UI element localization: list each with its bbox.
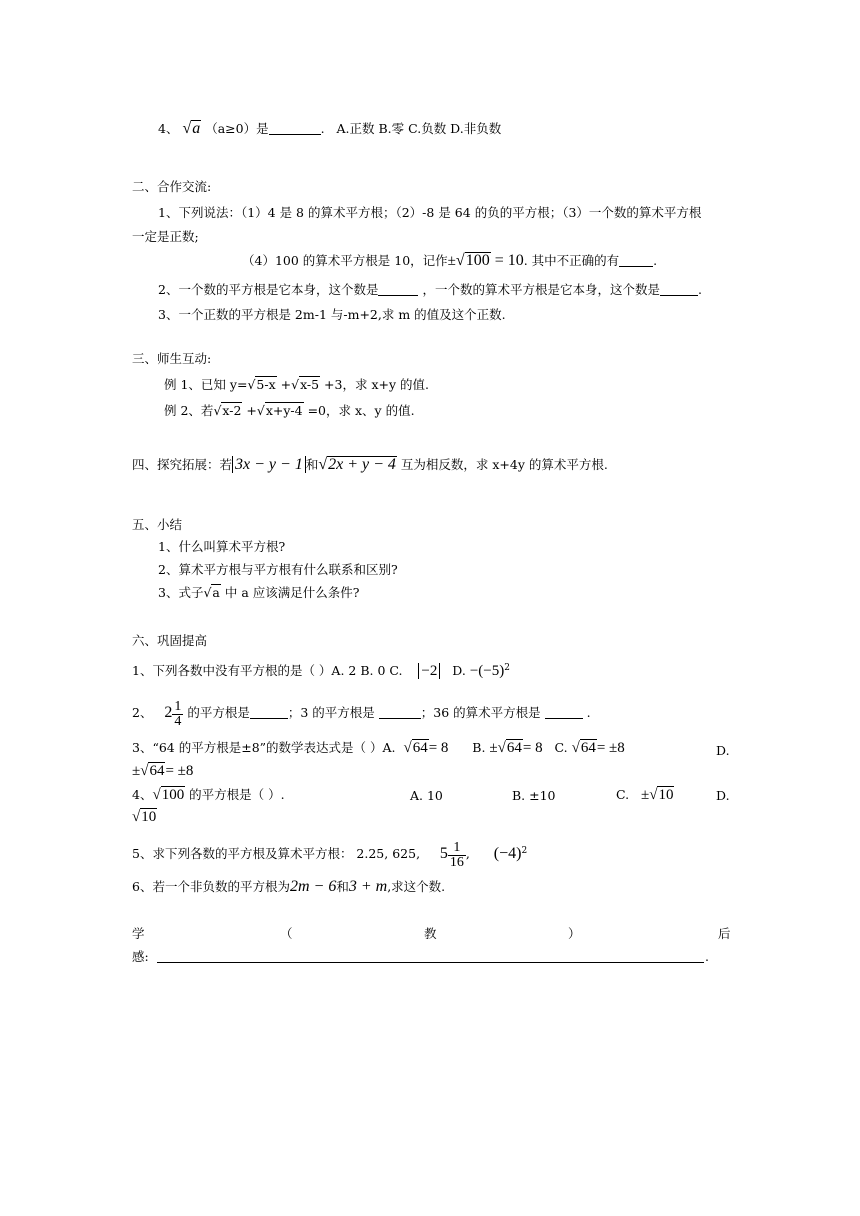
exercise-4-option-b: B. ±10 bbox=[512, 788, 556, 803]
sec2-p2: 2、一个数的平方根是它本身，这个数是 ，一个数的算术平方根是它本身，这个数是 . bbox=[158, 282, 702, 297]
after-end: . bbox=[705, 949, 709, 964]
exercise-4-option-c: C. ±√10 bbox=[616, 787, 674, 803]
answer-blank bbox=[619, 253, 653, 267]
answer-blank bbox=[378, 282, 418, 296]
question-4: 4、 √a （a≥0）是 . A.正数 B.零 C.负数 D.非负数 bbox=[158, 120, 502, 137]
after-char-4: ） bbox=[568, 926, 581, 941]
after-char-1: 学 bbox=[132, 926, 145, 941]
sqrt-a: √a bbox=[182, 120, 201, 137]
summary-q2: 2、算术平方根与平方根有什么联系和区别? bbox=[158, 562, 398, 577]
sqrt-100: √100 bbox=[455, 252, 490, 269]
abs-minus-2: −2 bbox=[418, 663, 440, 679]
sqrt-x-y-4: √x+y-4 bbox=[256, 403, 303, 418]
exercise-4-option-d-label: D. bbox=[716, 788, 730, 803]
exercise-3-option-d-label: D. bbox=[716, 743, 730, 758]
sqrt-5-x: √5-x bbox=[247, 377, 276, 392]
exercise-1: 1、下列各数中没有平方根的是（ ）A. 2 B. 0 C. −2 D. $-(-5)^2$ bbox=[132, 663, 510, 680]
exercise-3-line2: ±√64= ±8 bbox=[132, 763, 194, 779]
exercise-5: 5、求下列各数的平方根及算术平方根： 2.25, 625, 5 $\frac{1}{16}$ , $(-4)^2$ bbox=[132, 840, 528, 870]
exercise-4-option-d: √10 bbox=[132, 809, 157, 825]
section-4: 四、探究拓展：若 3x − y − 1 和√2x + y − 4 互为相反数，求 x+4y 的算术平方根. bbox=[132, 456, 608, 473]
exercise-2: 2、 2 $\frac{1}{4}$ 的平方根是 ；3 的平方根是 ；36 的算术平方根是 . bbox=[132, 699, 591, 729]
section-6-title: 六、巩固提高 bbox=[132, 633, 208, 648]
answer-blank bbox=[250, 705, 288, 719]
sqrt-x-2: √x-2 bbox=[213, 403, 242, 418]
example-1: 例 1、已知 y=√5-x +√x-5 +3，求 x+y 的值. bbox=[164, 377, 429, 392]
exercise-6: 6、若一个非负数的平方根为2m − 6和3 + m,求这个数. bbox=[132, 878, 446, 895]
answer-blank bbox=[545, 705, 583, 719]
sec2-p1-line2: 一定是正数; bbox=[132, 229, 199, 244]
sqrt-x-5: √x-5 bbox=[291, 377, 320, 392]
after-write-line[interactable] bbox=[157, 962, 704, 963]
fraction-1-4: $\frac{1}{4}$ bbox=[174, 699, 182, 729]
sec2-p1-line1: 1、下列说法：（1）4 是 8 的算术平方根；（2）-8 是 64 的负的平方根；（3）一个数的算术平方根 bbox=[158, 205, 702, 220]
after-char-2: （ bbox=[280, 926, 293, 941]
after-label: 感: bbox=[132, 949, 149, 964]
exercise-4: 4、√100 的平方根是（ ）. bbox=[132, 787, 285, 803]
answer-blank bbox=[269, 121, 321, 135]
summary-q1: 1、什么叫算术平方根? bbox=[158, 539, 286, 554]
section-3-title: 三、师生互动: bbox=[132, 351, 212, 366]
fraction-1-16: $\frac{1}{16}$ bbox=[449, 840, 464, 870]
sec2-p1-line3: （4）100 的算术平方根是 10，记作±√100 = 10. 其中不正确的有 . bbox=[242, 252, 658, 269]
exercise-4-option-a: A. 10 bbox=[410, 788, 443, 803]
section-5-title: 五、小结 bbox=[132, 517, 183, 532]
answer-blank bbox=[379, 705, 421, 719]
exercise-3-line1: 3、“64 的平方根是±8”的数学表达式是（ ）A. √64= 8 B. ±√64= 8 C. √64= ±8 bbox=[132, 740, 625, 756]
section-2-title: 二、合作交流: bbox=[132, 179, 212, 194]
example-2: 例 2、若√x-2 +√x+y-4 =0，求 x、y 的值. bbox=[164, 403, 415, 418]
after-char-5: 后 bbox=[718, 926, 731, 941]
answer-blank bbox=[660, 282, 698, 296]
abs-expression: 3x − y − 1 bbox=[232, 456, 306, 473]
sqrt-a-small: √a bbox=[203, 585, 220, 600]
summary-q3: 3、式子√a 中 a 应该满足什么条件? bbox=[158, 585, 360, 600]
after-char-3: 教 bbox=[424, 926, 437, 941]
sqrt-2x-y-4: √2x + y − 4 bbox=[318, 456, 396, 473]
sec2-p3: 3、一个正数的平方根是 2m-1 与-m+2,求 m 的值及这个正数. bbox=[158, 307, 506, 322]
